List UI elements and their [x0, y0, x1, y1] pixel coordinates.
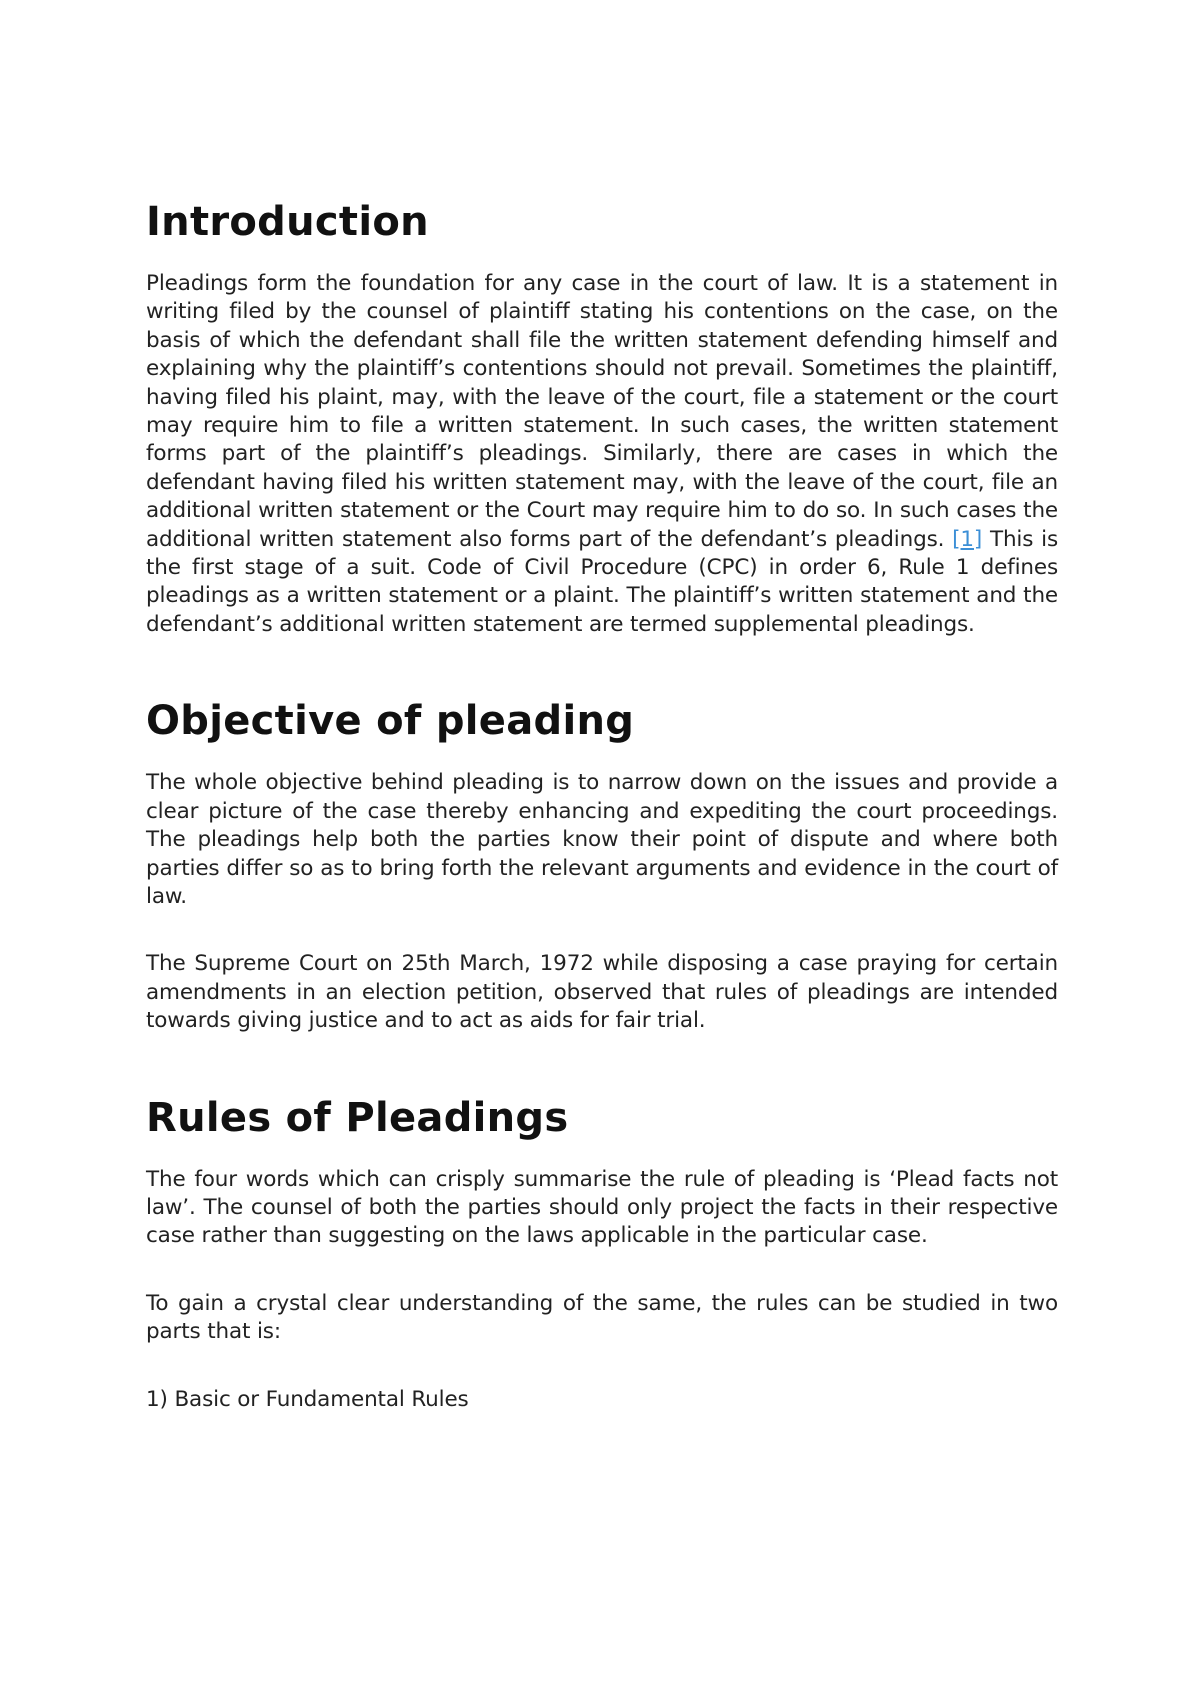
- document-page: [146, 198, 1058, 1414]
- objective-paragraph-2: The Supreme Court on 25th March, 1972 while disposing a case praying for certain amendments in an election petition, observed that rules of pleadings are intended towards giving justice and to act as aids for fair trial.: [146, 951, 1058, 1034]
- section-rules: [146, 1094, 1058, 1414]
- heading-introduction: Introduction: [146, 199, 429, 245]
- introduction-text-part-1: Pleadings form the foundation for any case in the court of law. It is a statement in writing filed by the counsel of plaintiff stating his contentions on the case, on the basis of which the defendant shall file the written statement defending himself and explaining why the plaintiff’s contentions should not prevail. Sometimes the plaintiff, having filed his plaint, may, with the leave of the court, file a statement or the court may require him to file a written statement. In such cases, the written statement forms part of the plaintiff’s pleadings. Similarly, there are cases in which the defendant having filed his written statement may, with the leave of the court, file an additional written statement or the Court may require him to do so. In such cases the additional written statement also forms part of the defendant’s pleadings.: [146, 271, 1058, 552]
- objective-paragraph-1: The whole objective behind pleading is to narrow down on the issues and provide a clear picture of the case thereby enhancing and expediting the court proceedings. The pleadings help both the parties know their point of dispute and where both parties differ so as to bring forth the relevant arguments and evidence in the court of law.: [146, 770, 1058, 909]
- heading-objective: Objective of pleading: [146, 698, 635, 745]
- section-introduction: [146, 198, 1058, 639]
- rules-paragraph-1: The four words which can crisply summarise the rule of pleading is ‘Plead facts not law’. The counsel of both the parties should only project the facts in their respective case rather than suggesting on the laws applicable in the particular case.: [146, 1166, 1058, 1249]
- introduction-paragraph: [146, 270, 1058, 639]
- list-item: 1) Basic or Fundamental Rules: [146, 1386, 469, 1412]
- footnote-link-1[interactable]: [1]: [952, 526, 983, 552]
- introduction-text-part-2: This is the first stage of a suit. Code of Civil Procedure (CPC) in order 6, Rule 1 defines pleadings as a written statement or a plaint. The plaintiff’s written statement and the defendant’s additional written statement are termed supplemental pleadings.: [146, 526, 1058, 637]
- rules-paragraph-2: To gain a crystal clear understanding of the same, the rules can be studied in two parts that is:: [146, 1290, 1058, 1345]
- heading-rules: Rules of Pleadings: [146, 1094, 569, 1141]
- section-objective: [146, 697, 1058, 1035]
